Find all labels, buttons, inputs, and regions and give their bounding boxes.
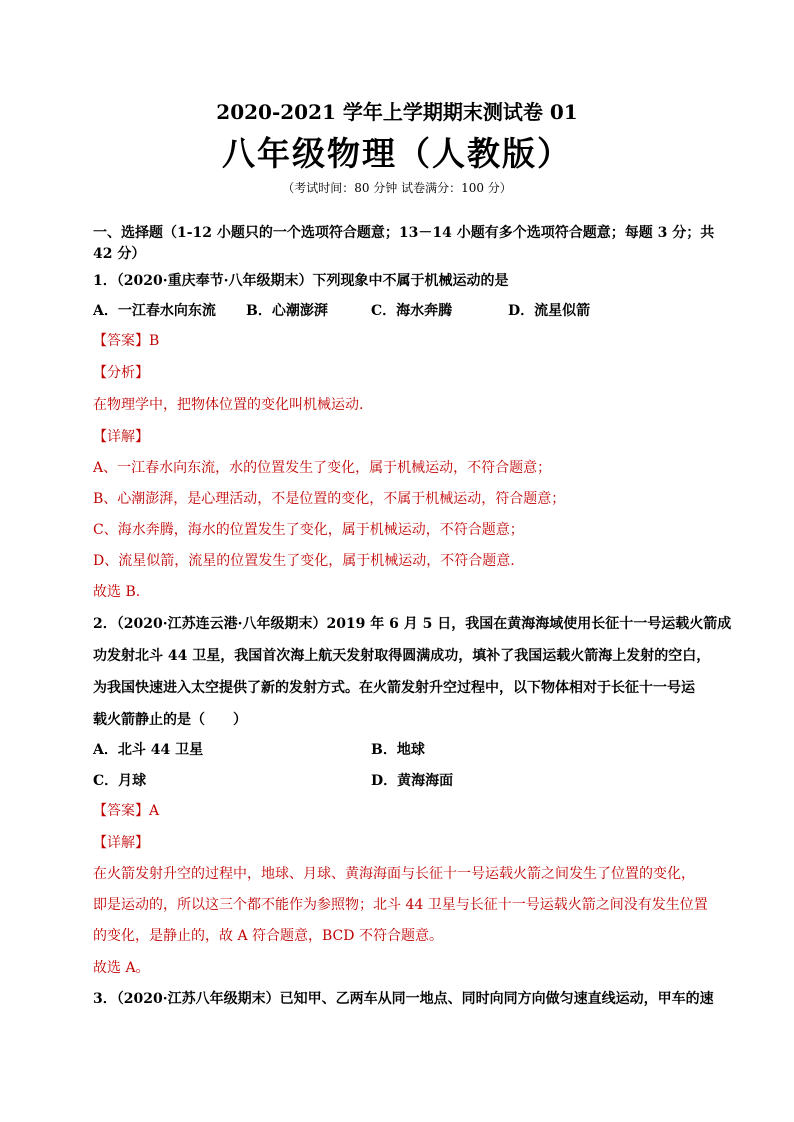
q2-option-c: C．月球 [93,773,147,789]
q2-option-b: B．地球 [371,742,425,758]
q2-option-a: A．北斗 44 卫星 [93,742,204,758]
q1-conclusion: 故选 B. [93,584,141,600]
q2-detail-line2: 即是运动的，所以这三个都不能作为参照物；北斗 44 卫星与长征十一号运载火箭之间没有发生位置 [93,897,708,913]
q1-option-b: B．心潮澎湃 [246,303,328,319]
q2-conclusion: 故选 A。 [93,960,150,976]
q2-detail-label: 【详解】 [93,835,149,851]
q1-analysis-label: 【分析】 [93,365,149,381]
q1-detail-a: A、一江春水向东流，水的位置发生了变化，属于机械运动，不符合题意； [93,460,552,476]
q2-option-d: D．黄海海面 [371,773,454,789]
section-heading: 一、选择题（1-12 小题只的一个选项符合题意；13－14 小题有多个选项符合题意；每题 3 分；共 [93,225,715,241]
q1-option-a: A．一江春水向东流 [93,303,216,319]
q2-detail-line1: 在火箭发射升空的过程中，地球、月球、黄海海面与长征十一号运载火箭之间发生了位置的变化， [93,866,695,882]
exam-info: （考试时间：80 分钟 试卷满分：100 分） [282,181,512,195]
q1-detail-d: D、流星似箭，流星的位置发生了变化，属于机械运动，不符合题意. [93,553,515,569]
subject-title: 八年级物理（人教版） [222,134,572,173]
q1-answer: 【答案】B [93,333,160,349]
q2-stem-line2: 功发射北斗 44 卫星，我国首次海上航天发射取得圆满成功，填补了我国运载火箭海上发射的空白， [93,648,711,664]
q2-stem-line3: 为我国快速进入太空提供了新的发射方式。在火箭发射升空过程中，以下物体相对于长征十一号运 [93,680,695,696]
section-heading-cont: 42 分） [93,246,146,262]
q1-detail-b: B、心潮澎湃，是心理活动，不是位置的变化，不属于机械运动，符合题意； [93,491,566,507]
q1-option-d: D．流星似箭 [508,303,591,319]
q1-option-c: C．海水奔腾 [371,303,453,319]
q1-detail-c: C、海水奔腾，海水的位置发生了变化，属于机械运动，不符合题意； [93,522,524,538]
q2-stem-line4: 载火箭静止的是（ ） [93,712,247,728]
q1-detail-label: 【详解】 [93,429,149,445]
q2-stem-line1: 2．（2020·江苏连云港·八年级期末）2019 年 6 月 5 日，我国在黄海海域使用长征十一号运载火箭成 [93,616,732,632]
q2-detail-line3: 的变化，是静止的，故 A 符合题意，BCD 不符合题意。 [93,928,443,944]
q1-analysis: 在物理学中，把物体位置的变化叫机械运动. [93,397,364,413]
q1-stem: 1．（2020·重庆奉节·八年级期末）下列现象中不属于机械运动的是 [93,273,509,289]
q2-answer: 【答案】A [93,803,160,819]
q3-stem: 3．（2020·江苏八年级期末）已知甲、乙两车从同一地点、同时向同方向做匀速直线运动，甲车的速 [93,991,714,1007]
exam-title: 2020-2021 学年上学期期末测试卷 01 [216,100,578,124]
